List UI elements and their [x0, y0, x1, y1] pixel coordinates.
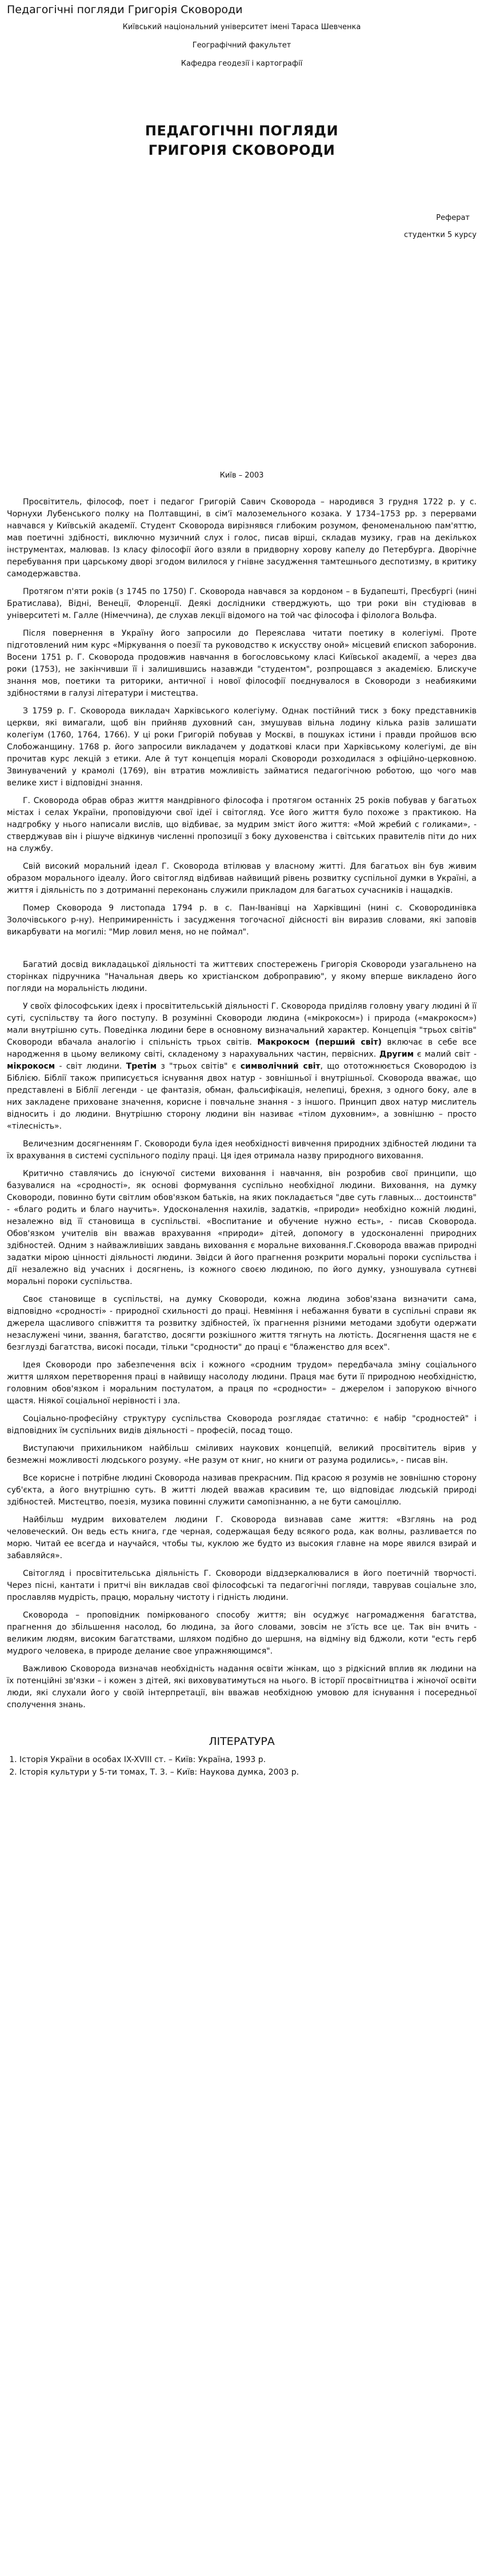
term-second: Другим — [379, 1050, 414, 1059]
term-macrocosm: Макрокосм (перший світ) — [257, 1038, 382, 1047]
paragraph: Після повернення в Україну його запросили до Переяслава читати поетику в колегіумі. Проте підготовлений ним курс «Міркування о поезії та руководство к искусству оной» місцевий єпископ заборонив. Восени 1751 р. Г. Сковорода продовжив навчання в богословському класі Київської академії, а через два роки (1753), не закінчивши її і залишившись назавжди "студентом", розпрощався з академією. Блискуче знання мов, поетики та риторики, античної і нової філософії поєднувалося в Сковороди з неабиякими здібностями в галузі літератури і мистецтва. — [7, 629, 477, 698]
term-third: Третім — [126, 1062, 157, 1071]
reference-item: 1. Історія України в особах IX-XVIII ст. – Київ: Україна, 1993 р. — [19, 1754, 477, 1766]
paragraph: Критично ставлячись до існуючої системи виховання і навчання, він розробив свої принципи, що базувалися на «сродності», як основі формування суспільно необхідної людини. Виховання, на думку Сковороди, повинно бути світлим обов'язком батьків, на яких покладається "две суть главных... достоинств" - «благо родить и благо научить». Удосконалення нахилів, задатків, «природи» необхідно кожній людині, незалежно від її становища в суспільстві. «Воспитание и обучение нужно есть», - писав Сковорода. Обов'язком учителів він вважав врахування «природи» дітей, допомогу в удосконаленні природних здібностей. Одним з найважливіших завдань виховання є моральне виховання.Г.Сковорода вважав природні задатки мірою цінності діяльності людини. Звідси й його прагнення розкрити моральні пороки суспільства і дії незалежно від учасних і досягнень, із кожного своєю людиною, по його думку, узношувала сутнєві моральні пороки суспільства. — [7, 1169, 477, 1286]
student-info: студентки 5 курсу — [404, 231, 477, 239]
faculty-name: Географічний факультет — [192, 41, 291, 50]
paragraph: Найбільш мудрим вихователем людини Г. Сковорода визнавав саме життя: «Взглянь на род человеческий. Он ведь есть книга, где черная, содержащая беду всякого рода, как волны, разливается по морю. Читай ее всегда и научайся, чтобы ты, куклою же будто из высокия главне на море явился взирай и забавляйся». — [7, 1515, 477, 1560]
city-year: Київ – 2003 — [219, 471, 264, 480]
main-title-line-2: ГРИГОРІЯ СКОВОРОДИ — [148, 142, 335, 158]
paragraph: Г. Сковорода обрав образ життя мандрівного філософа і протягом останніх 25 років побував у багатьох містах і селах України, проповідуючи свої ідеї і світогляд. Усе його життя було похоже з практикою. На надгробку у нього написали вислів, що відбиває, за мудрим зміст його життя: «Мой жребий с голиками», - стверджував він і рішуче відкинув численні пропозиції з боку духовенства і світських правителів піти до них на службу. — [7, 796, 477, 853]
paragraph: Виступаючи прихильником найбільш сміливих наукових концепцій, великий просвітитель вірив у безмежні можливості людського розуму. «Не разум от книг, но книги от разума родились», - писав він. — [7, 1444, 477, 1465]
paragraph: Все корисне і потрібне людині Сковорода називав прекрасним. Під красою я розумів не зовнішню сторону суб'єкта, а його внутрішню суть. В житті людей вважав красивим те, що відповідає людській природі здібностей. Мистецтво, поезія, музика повинні служити самопізнанню, а не бути самоціллю. — [7, 1474, 477, 1507]
paragraph: Багатий досвід викладацької діяльності та життєвих спостережень Григорія Сковороди узагальнено на сторінках підручника "Начальная дверь ко христіанском доброправию", у якому вперше викладено його погляди на моральність людини. — [7, 960, 477, 993]
paragraph: Просвітитель, філософ, поет і педагог Григорій Савич Сковорода – народився 3 грудня 1722 р. у с. Чорнухи Лубенського полку на Полтавщині, в сім'ї малоземельного козака. У 1734–1753 рр. з перервами навчався у Київській академії. Студент Сковорода вирізнявся глибоким розумом, феноменальною пам'яттю, мав поетичні здібності, виключно музичний слух і голос, писав вірші, складав музику, грав на декількох інструментах, малював. Із класу філософії його взяли в придворну хорову капелу до Петербурга. Дворічне перебування при царському дворі згодом вилилося у гнівне засудження тамтешнього деспотизму, в критику самодержавства. — [7, 497, 477, 579]
paragraph-three-worlds — [7, 1001, 477, 1133]
paragraph: Світогляд і просвітительська діяльність Г. Сковороди віддзеркалювалися в його поетичній творчості. Через пісні, кантати і притчі він викладав свої філософські та педагогічні погляди, таврував соціальне зло, прославляв мудрість, працю, моральну чистоту і гідність людини. — [7, 1569, 477, 1602]
paragraph-text: - світ людини. — [55, 1062, 126, 1071]
term-microcosm: мікрокосм — [7, 1062, 55, 1071]
paragraph: Свій високий моральний ідеал Г. Сковорода втілював у власному житті. Для багатьох він був живим образом морального ідеалу. Його світогляд відбивав найвищий рівень розвитку суспільної думки в Україні, а життя і діяльність по з дотриманні переконань служили прикладом для багатьох сучасників і нащадків. — [7, 862, 477, 895]
paragraph-text: У своїх філософських ідеях і просвітительській діяльності Г. Сковорода приділяв головну увагу людині й її суті, суспільству та його поступу. В розумінні Сковороди людина («мікрокосм») і природа («макрокосм») мали внутрішню суть. Поведінка людини бере в основному визначальний характер. Концепція "трьох світів" Сковороди вбачала аналогію і спільність трьох світів. — [7, 1002, 477, 1047]
term-symbolic-world: символічний світ — [240, 1062, 321, 1071]
paragraph: Сковорода – проповідник поміркованого способу життя; він осуджує нагромадження багатства, прагнення до збільшення насолод, бо людина, за його словами, зовсім не з'їсть все це. Так він вчить - великим людям, високим багатствами, шляхом подібно до шершня, на відміну від бджоли, коти "есть герб мудрого человека, в природе делание свое упражняющимся". — [7, 1611, 477, 1656]
document-page — [7, 0, 477, 1779]
paragraph: Своє становище в суспільстві, на думку Сковороди, кожна людина зобов'язана визначити сама, відповідно «сродності» - природної схильності до праці. Невміння і небажання бувати в суспільні справи як джерела щасливого співжиття та розвитку здібностей, їх прагнення різними методами здобути одержати незаслужені чини, звання, багатство, досягти розкішного життя тягнуть на лютість. Досягнення щастя не є безглузді багатства, високі посади, тільки "сродности" до праці є "блаженство для всех". — [7, 1295, 477, 1352]
paragraph: Ідея Сковороди про забезпечення всіх і кожного «сродним трудом» передбачала зміну соціального життя шляхом перетворення праці в найвищу насолоду людини. Праця має бути її природною необхідністю, головним обов'язком і моральним постулатом, а праця по «сродности» – джерелом і запорукою вічного щастя. Ніякої соціальної нерівності і зла. — [7, 1361, 477, 1406]
main-title-line-1: ПЕДАГОГІЧНІ ПОГЛЯДИ — [145, 123, 339, 139]
paragraph: Важливою Сковорода визначав необхідність надання освіти жінкам, що з рідкісний вплив як людини на їх потенційні зв'язки – і кожен з дітей, які виховуватимуться на нього. В історії просвітництва і жіночої освіти люди, які слухали його у своїй інтерпретації, він вважав необхідною умовою для існування і посередньої сполучення знань. — [7, 1664, 477, 1710]
references-list — [7, 1754, 477, 1779]
paragraph: З 1759 р. Г. Сковорода викладач Харківського колегіуму. Однак постійний тиск з боку представників церкви, які вимагали, щоб він прийняв духовний сан, змушував вільна лодину кілька разів залишати колегіум (1760, 1764, 1766). У ці роки Григорій побував у Москві, в пошуках істини і правди пройшов всю Слобожанщину. 1768 р. його запросили викладачем у додаткові класи при Харківському колегіумі, де він прочитав курс лекцій з етики. Але й тут концепція моралі Сковороди розходилася з офіційно-церковною. Звинувачений у крамолі (1769), він втратив можливість займатися педагогічною роботою, що чого мав велике хист і відповідні знання. — [7, 707, 477, 788]
work-type: Реферат — [436, 214, 470, 222]
paragraph: Помер Сковорода 9 листопада 1794 р. в с. Пан-Іванівці на Харківщині (нині с. Сковородинівка Золочівського р-ну). Непримиренність і засудження тогочасної дійсності він виразив словами, які заповів викарбувати на могилі: "Мир ловил меня, но не поймал". — [7, 904, 477, 937]
reference-item: 2. Історія культури у 5-ти томах, Т. 3. – Київ: Наукова думка, 2003 р. — [19, 1766, 477, 1779]
department-name: Кафедра геодезії і картографії — [181, 59, 303, 68]
paragraph: Протягом п'яти років (з 1745 по 1750) Г. Сковорода навчався за кордоном – в Будапешті, Пресбургі (нині Братислава), Відні, Венеції, Флоренції. Деякі дослідники стверджують, що три роки він студіював в університеті м. Галле (Німеччина), де слухав лекції відомого на той час філософа і філолога Вольфа. — [7, 587, 477, 620]
paragraph-text: включає в себе все народження в цьому великому світі, складеному з нарахувальних частин, первісних. — [7, 1038, 477, 1059]
paragraph: Соціально-професійну структуру суспільства Сковорода розглядає статично: є набір "сродностей" і відповідних їм суспільних видів діяльності – професій, посад тощо. — [7, 1414, 477, 1435]
references-title: ЛІТЕРАТУРА — [209, 1735, 275, 1748]
paragraph: Величезним досягненням Г. Сковороди була ідея необхідності вивчення природних здібностей людини та їх врахування в системі суспільного поділу праці. Ця ідея отримала назву природного виховання. — [7, 1139, 477, 1161]
paragraph-text: з "трьох світів" є — [157, 1062, 241, 1071]
document-title: Педагогічні погляди Григорія Сковороди — [7, 3, 243, 16]
paragraph-text: є малий світ - — [414, 1050, 477, 1059]
university-name: Київський національний університет імені Тараса Шевченка — [122, 23, 361, 31]
paragraph-text: , що ототожнюється Сковородою із Біблією. Біблії також приписується існування двох натур - зовнішньої і внутрішньої. Сковорода вважає, що представлені в Біблії легенди - це фантазія, обман, фальсифікація, нелепиці, брехня, з одного боку, але в них закладене приховане значення, корисне і повчальне знання - з іншого. Принцип двох натур мислитель відносить і до людини. Внутрішню сторону людини він називає «тілом духовним», а зовнішню – просто «тілесність». — [7, 1062, 477, 1131]
